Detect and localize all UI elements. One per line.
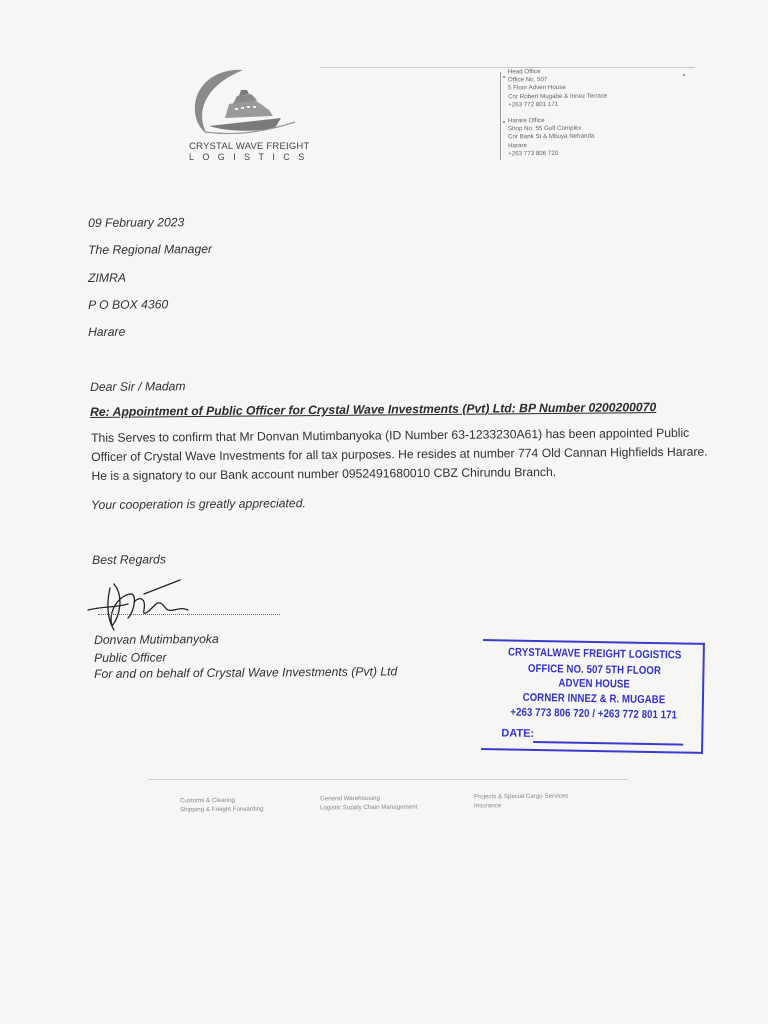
body-line: He is a signatory to our Bank account number 0952491680010 CBZ Chirundu Branch. (91, 464, 557, 483)
footer-services-col2: General Warehousing Logistic Supply Chain Management (319, 794, 418, 811)
regards: Best Regards (92, 552, 166, 567)
salutation: Dear Sir / Madam (90, 379, 186, 394)
closing-note: Your cooperation is greatly appreciated. (91, 496, 306, 512)
subject-line: Re: Appointment of Public Officer for Crystal Wave Investments (Pvt) Ltd: BP Number 0200200070 (90, 400, 657, 419)
stamp-line: ADVEN HOUSE (558, 677, 631, 691)
signatory-name: Donvan Mutimbanyoka (94, 631, 219, 647)
stamp-line: CORNER INNEZ & R. MUGABE (522, 691, 666, 707)
header-divider (500, 72, 501, 160)
stamp-date-label: DATE: (501, 727, 535, 740)
recipient-line: The Regional Manager (88, 241, 213, 257)
body-line: Officer of Crystal Wave Investments for all tax purposes. He resides at number 774 Old Cannan Highfields Harare. (91, 444, 708, 464)
signatory-title: Public Officer (94, 650, 167, 665)
recipient-line: P O BOX 4360 (88, 297, 169, 312)
footer-services-col1: Customs & Clearing Shipping & Freight Forwarding (179, 796, 264, 813)
recipient-line: ZIMRA (88, 270, 127, 285)
harare-office-address: Harare Office Shop No. 55 Gulf Complex Cnr Bank St & Mbuya Nehanda Harare +263 773 806 720 (507, 117, 595, 158)
company-name-line2: LOGISTICS (189, 152, 313, 162)
body-line: This Serves to confirm that Mr Donvan Mutimbanyoka (ID Number 63-1233230A61) has been appointed Public (91, 425, 690, 445)
recipient-line: Harare (88, 324, 126, 339)
company-stamp (481, 639, 707, 753)
stamp-line: CRYSTALWAVE FREIGHT LOGISTICS (507, 646, 682, 662)
stamp-line: +263 773 806 720 / +263 772 801 171 (510, 706, 678, 722)
ship-logo-icon (185, 66, 305, 138)
bullet-dot (503, 76, 505, 78)
signature-icon (84, 576, 204, 636)
footer-rule (148, 779, 628, 780)
footer-services-col3: Projects & Special Cargo Services Insurance (473, 792, 569, 809)
company-name-line1: CRYSTAL WAVE FREIGHT (189, 141, 310, 152)
bullet-dot (683, 74, 685, 76)
body-paragraph (91, 424, 708, 486)
bullet-dot (503, 121, 505, 123)
head-office-address: Head Office Office No. 507 5 Floor Adven House Cnr Robert Mugabe & Innez Terrace +263 772 801 171 (507, 68, 608, 109)
letter-date: 09 February 2023 (88, 215, 185, 230)
stamp-line: OFFICE NO. 507 5TH FLOOR (527, 662, 662, 678)
signatory-behalf: For and on behalf of Crystal Wave Investments (Pvt) Ltd (94, 664, 398, 681)
signature-line (98, 614, 280, 615)
